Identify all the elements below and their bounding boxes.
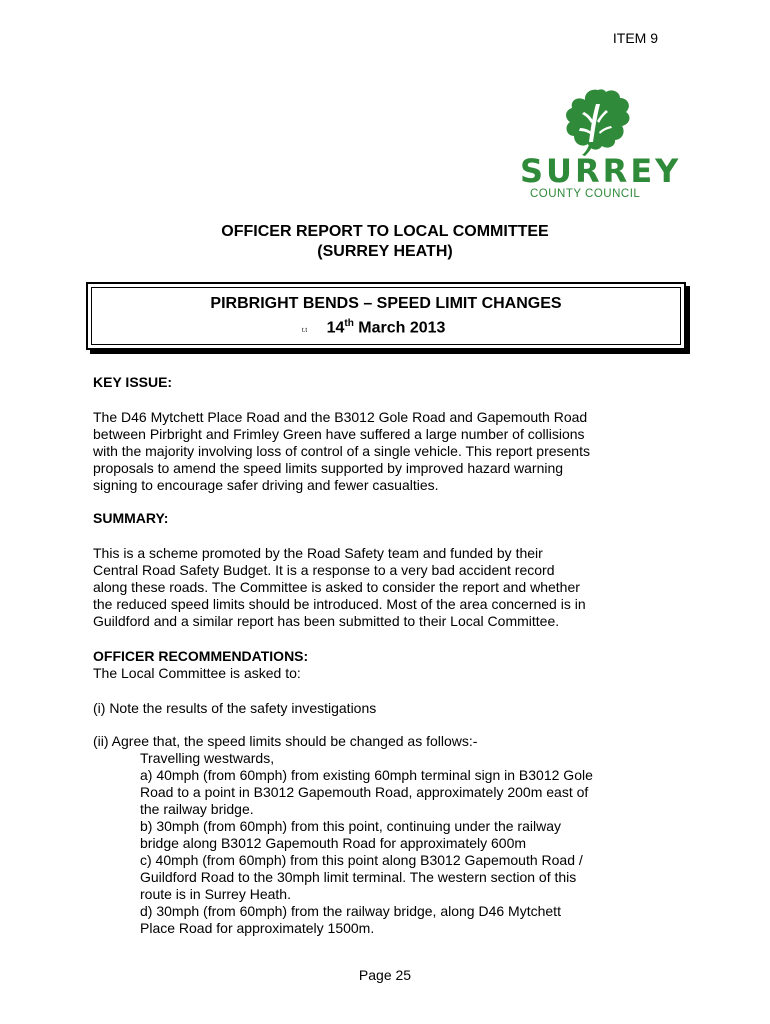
summary-line: along these roads. The Committee is asked to consider the report and whether [93,579,580,595]
key-issue-line: proposals to amend the speed limits supported by improved hazard warning [93,460,564,476]
summary-line: Central Road Safety Budget. It is a response to a very bad accident record [93,562,555,578]
speed-limit-line: the railway bridge. [140,801,254,817]
logo-subtitle: COUNTY COUNCIL [530,188,641,200]
speed-limit-line: d) 30mph (from 60mph) from the railway bridge, along D46 Mytchett [140,903,561,919]
speed-limit-line: route is in Surrey Heath. [140,886,291,902]
summary-heading: SUMMARY: [93,510,169,526]
item-number: ITEM 9 [612,30,658,46]
summary-paragraph [93,545,663,630]
speed-limit-line: bridge along B3012 Gapemouth Road for approximately 600m [140,835,527,851]
key-issue-line: between Pirbright and Frimley Green have suffered a large number of collisions [93,426,585,442]
logo-wordmark: SURREY [520,152,682,190]
scheme-heading: PIRBRIGHT BENDS – SPEED LIMIT CHANGES [210,295,562,312]
oak-leaf-logo-icon [560,86,636,156]
title-box [86,282,686,350]
speed-limit-line: Guildford Road to the 30mph limit terminal. The western section of this [140,869,577,885]
speed-limit-line: b) 30mph (from 60mph) from this point, continuing under the railway [140,818,561,834]
recommendations-intro: The Local Committee is asked to: [93,665,301,681]
recommendation-item-i: (i) Note the results of the safety investigations [93,700,377,716]
page-number: Page 25 [358,967,412,983]
recommendations-heading: OFFICER RECOMMENDATIONS: [93,648,309,664]
speed-limit-line: Travelling westwards, [140,750,275,766]
key-issue-heading: KEY ISSUE: [93,374,173,390]
summary-line: This is a scheme promoted by the Road Safety team and funded by their [93,545,543,561]
date-rest: March 2013 [353,319,446,337]
date-suffix: th [344,318,354,329]
speed-limit-line: Place Road for approximately 1500m. [140,920,375,936]
speed-limit-line: c) 40mph (from 60mph) from this point along B3012 Gapemouth Road / [140,852,583,868]
summary-line: Guildford and a similar report has been submitted to their Local Committee. [93,613,560,629]
report-title-line-2: (SURREY HEATH) [317,243,453,260]
recommendation-item-ii: (ii) Agree that, the speed limits should be changed as follows:- [93,733,478,749]
meeting-date [88,318,684,337]
date-day: 14 [326,319,345,337]
speed-limit-changes-list [93,750,663,937]
tiny-mark: t.t [302,328,308,334]
speed-limit-line: a) 40mph (from 60mph) from existing 60mph terminal sign in B3012 Gole [140,767,593,783]
report-body [93,374,663,937]
report-title-line-1: OFFICER REPORT TO LOCAL COMMITTEE [221,223,549,240]
surrey-county-council-logo [520,86,680,206]
key-issue-line: signing to encourage safer driving and fewer casualties. [93,477,439,493]
key-issue-line: with the majority involving loss of control of a single vehicle. This report presents [93,443,590,459]
key-issue-paragraph [93,409,663,494]
summary-line: the reduced speed limits should be introduced. Most of the area concerned is in [93,596,586,612]
report-title [0,222,770,262]
speed-limit-line: Road to a point in B3012 Gapemouth Road, approximately 200m east of [140,784,589,800]
key-issue-line: The D46 Mytchett Place Road and the B3012 Gole Road and Gapemouth Road [93,409,588,425]
